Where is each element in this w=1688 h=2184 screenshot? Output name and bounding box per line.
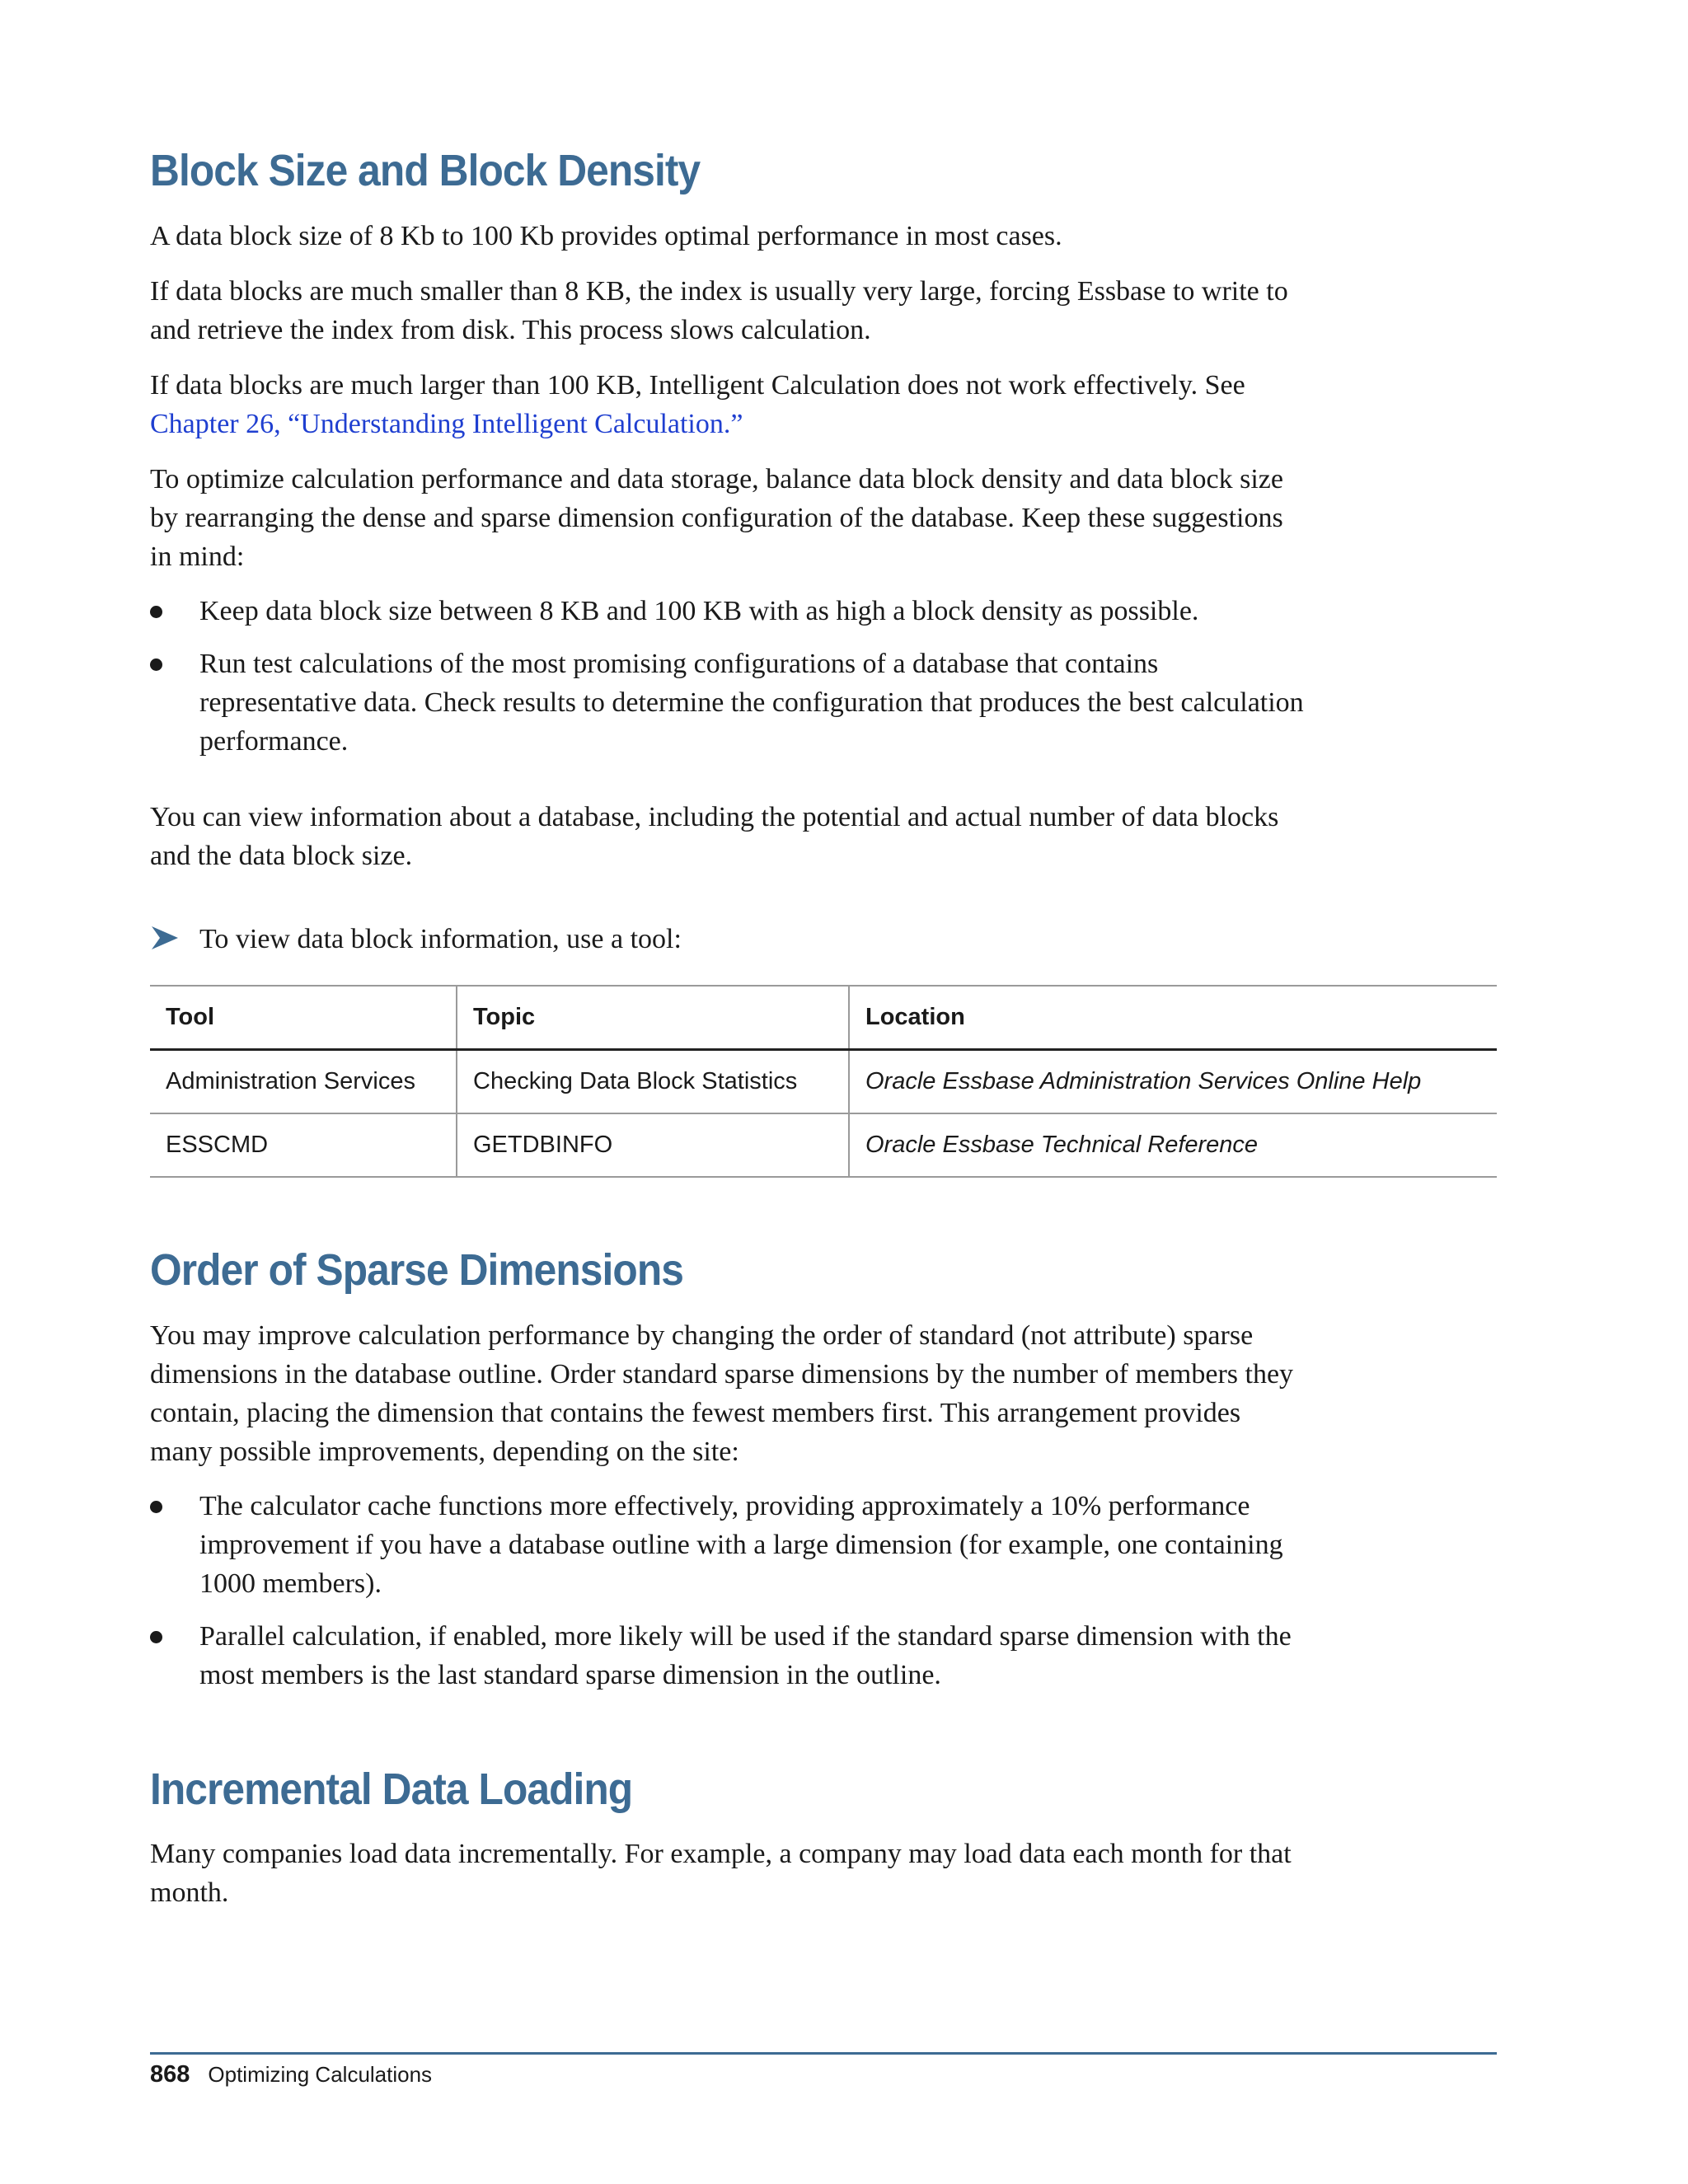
chapter-title: Optimizing Calculations bbox=[208, 2062, 433, 2087]
column-header-tool: Tool bbox=[150, 986, 457, 1050]
chapter-26-link[interactable]: Chapter 26, “Understanding Intelligent Calculation.” bbox=[150, 409, 743, 439]
task-step bbox=[150, 920, 682, 958]
paragraph-sparse-order: You may improve calculation performance by changing the order of standard (not attribute) sparse dimensions in the database outline. Order standard sparse dimensions by the number of members they contain, placing the dimension that contains the fewest members first. This arrangement provides many possible improvements, depending on the site: bbox=[150, 1320, 1294, 1467]
table-cell-topic: GETDBINFO bbox=[457, 1113, 849, 1177]
tools-table bbox=[150, 985, 1497, 1178]
list-item bbox=[150, 644, 1304, 761]
paragraph-large-blocks-text: If data blocks are much larger than 100 KB, Intelligent Calculation does not work effectively. See bbox=[150, 370, 1245, 401]
paragraph-block-size-intro: A data block size of 8 Kb to 100 Kb provides optimal performance in most cases. bbox=[150, 221, 1062, 251]
bullet-icon bbox=[150, 606, 162, 618]
page-number: 868 bbox=[150, 2061, 190, 2088]
list-item bbox=[150, 1487, 1304, 1603]
bullet-icon bbox=[150, 1501, 162, 1513]
heading-incremental-loading: Incremental Data Loading bbox=[150, 1765, 633, 1814]
sparse-bullet-list bbox=[150, 1487, 1304, 1694]
bullet-icon bbox=[150, 658, 162, 671]
paragraph-large-blocks bbox=[150, 366, 1304, 443]
bullet-text: Keep data block size between 8 KB and 100 KB with as high a block density as possible. bbox=[199, 596, 1199, 626]
table-row bbox=[150, 1050, 1497, 1114]
page-footer bbox=[150, 2059, 432, 2090]
table-header-row bbox=[150, 986, 1497, 1050]
table-cell-tool: Administration Services bbox=[150, 1050, 457, 1114]
table-cell-location: Oracle Essbase Administration Services Online Help bbox=[865, 1068, 1422, 1094]
paragraph-small-blocks: If data blocks are much smaller than 8 KB, the index is usually very large, forcing Essbase to write to and retrieve the index from disk. This process slows calculation. bbox=[150, 276, 1288, 345]
bullet-text: The calculator cache functions more effectively, providing approximately a 10% performance improvement if you have a database outline with a large dimension (for example, one containing 1000 members). bbox=[199, 1491, 1283, 1599]
table-row bbox=[150, 1113, 1497, 1177]
bullet-text: Run test calculations of the most promising configurations of a database that contains representative data. Check results to determine the configuration that produces the best calculation performance. bbox=[199, 649, 1304, 757]
list-item bbox=[150, 592, 1304, 630]
column-header-topic: Topic bbox=[457, 986, 849, 1050]
heading-sparse-dimensions: Order of Sparse Dimensions bbox=[150, 1245, 683, 1295]
bullet-text: Parallel calculation, if enabled, more likely will be used if the standard sparse dimension with the most members is the last standard sparse dimension in the outline. bbox=[199, 1621, 1292, 1690]
table-cell-tool: ESSCMD bbox=[150, 1113, 457, 1177]
paragraph-incremental: Many companies load data incrementally. For example, a company may load data each month for that month. bbox=[150, 1839, 1292, 1908]
task-text: To view data block information, use a tool: bbox=[199, 924, 682, 954]
list-item bbox=[150, 1617, 1304, 1694]
block-size-bullet-list bbox=[150, 592, 1304, 761]
paragraph-view-info: You can view information about a database, including the potential and actual number of data blocks and the data block size. bbox=[150, 802, 1279, 871]
paragraph-optimize: To optimize calculation performance and data storage, balance data block density and data block size by rearranging the dense and sparse dimension configuration of the database. Keep these suggestions in mind: bbox=[150, 464, 1283, 572]
bullet-icon bbox=[150, 1631, 162, 1643]
table-cell-topic: Checking Data Block Statistics bbox=[457, 1050, 849, 1114]
heading-block-size: Block Size and Block Density bbox=[150, 146, 701, 195]
task-arrow-icon bbox=[150, 925, 180, 951]
table-cell-location: Oracle Essbase Technical Reference bbox=[865, 1132, 1259, 1158]
column-header-location: Location bbox=[865, 1004, 965, 1030]
footer-rule bbox=[150, 2052, 1497, 2055]
